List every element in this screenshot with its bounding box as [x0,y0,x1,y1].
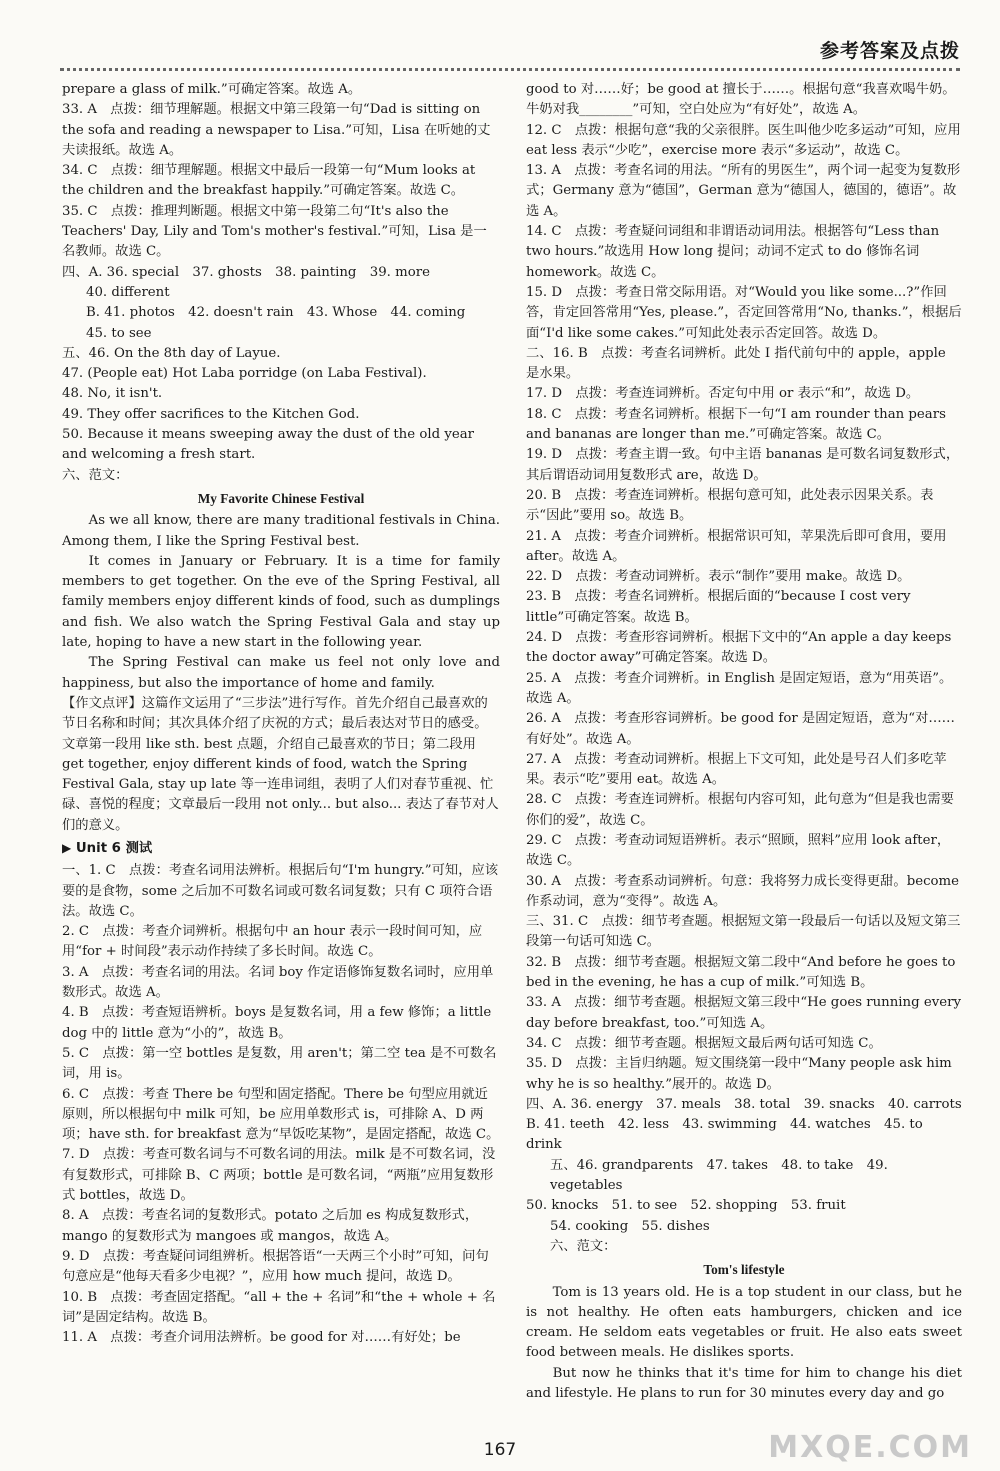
answer-line: 33. A 点拨：细节考查题。根据短文第三段中“He goes running every day before breakfast, too.”可知选 A。 [526,995,961,1031]
answer-line: 六、范文： [62,467,129,483]
answer-line: 26. A 点拨：考查形容词辨析。be good for 是固定短语，意为“对……有好处”。故选 A。 [526,711,955,747]
essay-paragraph: It comes in January or February. It is a time for family members to get together. On the eve of the Spring Festival, all family members enjoy different kinds of food, such as dumplings and fish. We also watch the Spring Festival Gala and stay up late, hoping to have a new start in the following year. [62,553,500,651]
answer-line: 2. C 点拨：考查介词辨析。根据句中 an hour 表示一段时间可知，应用“for + 时间段”表示动作持续了多长时间。故选 C。 [62,924,483,960]
essay-paragraph: As we all know, there are many traditional festivals in China. Among them, I like the Spring Festival best. [62,513,500,549]
answer-line: 9. D 点拨：考查疑问词组辨析。根据答语“一天两三个小时”可知，问句句意应是“他每天看多少电视？”，应用 how much 提问，故选 D。 [62,1248,489,1285]
answer-line: 35. D 点拨：主旨归纳题。短文围绕第一段中“Many people ask him why he is so healthy.”展开的。故选 D。 [526,1056,952,1092]
answer-line: 四、A. 36. special 37. ghosts 38. painting 39. more [62,264,430,280]
unit-title: Unit 6 测试 [75,840,153,856]
answer-line: 8. A 点拨：考查名词的复数形式。potato 之后加 es 构成复数形式，mango 的复数形式为 mangoes 或 mangos，故选 A。 [62,1208,479,1244]
answer-line: 24. D 点拨：考查形容词辨析。根据下文中的“An apple a day keeps the doctor away”可确定答案。故选 D。 [526,630,952,666]
answer-line: 35. C 点拨：推理判断题。根据文中第一段第二句“It's also the Teachers' Day, Lily and Tom's mother's festival.”可知，Lisa 是一名教师。故选 C。 [62,203,487,260]
answer-line: 18. C 点拨：考查名词辨析。根据下一句“I am rounder than pears and bananas are longer than me.”可确定答案。故选 C。 [526,406,946,443]
answer-line: 10. B 点拨：考查固定搭配。“all + the + 名词”和“the + whole + 名词”是固定结构。故选 B。 [62,1289,496,1325]
answer-line: 34. C 点拨：细节理解题。根据文中最后一段第一句“Mum looks at the children and the breakfast happily.”可确定答案。故选 C。 [62,163,476,199]
answer-line: 13. A 点拨：考查名词的用法。“所有的男医生”，两个词一起变为复数形式；Germany 意为“德国”，German 意为“德国人，德国的，德语”。故选 A。 [526,163,961,219]
answer-line: 一、1. C 点拨：考查名词用法辨析。根据后句“I'm hungry.”可知，应该要的是食物，some 之后加不可数名词或可数名词复数；只有 C 项符合语法。故选 C。 [62,863,499,919]
answer-line: B. 41. teeth 42. less 43. swimming 44. watches 45. to drink [526,1117,923,1153]
answer-line: 30. A 点拨：考查系动词辨析。句意：我将努力成长变得更甜。become 作系动词，意为“变得”。故选 A。 [526,873,960,909]
right-column [526,80,962,1404]
answer-line: 三、31. C 点拨：细节考查题。根据短文第一段最后一句话以及短文第三段第一句话可知选 C。 [526,914,961,950]
watermark: MXQE.COM [768,1430,972,1465]
header-title: 参考答案及点拨 [819,40,960,62]
answer-line: 25. A 点拨：考查介词辨析。in English 是固定短语，意为“用英语”。故选 A。 [526,670,953,706]
answer-line: 11. A 点拨：考查介词用法辨析。be good for 对……有好处；be [62,1330,461,1346]
answer-line: 19. D 点拨：考查主谓一致。句中主语 bananas 是可数名词复数形式，其后谓语动词用复数形式 are，故选 D。 [526,447,960,483]
answer-line: 12. C 点拨：根据句意“我的父亲很胖。医生叫他少吃多运动”可知，应用 eat less 表示“少吃”，exercise more 表示“多运动”，故选 C。 [526,122,961,158]
answer-line: prepare a glass of milk.”可确定答案。故选 A。 [62,82,362,97]
answer-line: 3. A 点拨：考查名词的用法。名词 boy 作定语修饰复数名词时，应用单数形式。故选 A。 [62,964,494,1001]
essay-paragraph: But now he thinks that it's time for him to change his diet and lifestyle. He plans to run for 30 minutes every day and go [526,1365,962,1401]
answer-line: 14. C 点拨：考查疑问词组和非谓语动词用法。根据答句“Less than two hours.”故选用 How long 提问；动词不定式 to do 修饰名词 homework。故选 C。 [526,224,940,280]
page-header [60,30,960,76]
answer-line: 六、范文： [550,1238,617,1254]
answer-line: 五、46. grandparents 47. takes 48. to take 49. vegetables [550,1157,888,1194]
answer-line: 54. cooking 55. dishes [550,1218,710,1234]
essay-title: Tom's lifestyle [703,1262,785,1278]
essay-paragraph: The Spring Festival can make us feel not only love and happiness, but also the importance of home and family. [62,655,500,691]
answer-line: 27. A 点拨：考查动词辨析。根据上下文可知，此处是号召人们多吃苹果。表示“吃”要用 eat。故选 A。 [526,751,947,788]
answer-line: 6. C 点拨：考查 There be 句型和固定搭配。There be 句型应用就近原则，所以根据句中 milk 可知，be 应用单数形式 is，可排除 A、D 两项；have sth. for breakfast 意为“早饭吃某物”，是固定搭配，故选 C。 [62,1086,500,1143]
answer-line: 32. B 点拨：细节考查题。根据短文第二段中“And before he goes to bed in the evening, he has a cup of milk.”可知选 B。 [526,954,956,991]
answer-line: 四、A. 36. energy 37. meals 38. total 39. snacks 40. carrots [526,1096,962,1112]
answer-line: 20. B 点拨：考查连词辨析。根据句意可知，此处表示因果关系。表示“因此”要用 so。故选 B。 [526,487,934,524]
answer-line: 29. C 点拨：考查动词短语辨析。表示“照顾，照料”应用 look after，故选 C。 [526,832,951,869]
answer-line: 50. Because it means sweeping away the dust of the old year and welcoming a fresh start. [62,427,474,463]
answer-line: 40. different [86,284,170,300]
essay-title: My Favorite Chinese Festival [197,490,365,506]
triangle-icon: ▶ [62,840,72,855]
answer-line: 34. C 点拨：细节考查题。根据短文最后两句话可知选 C。 [526,1035,882,1051]
answer-line: 4. B 点拨：考查短语辨析。boys 是复数名词，用 a few 修饰；a little dog 中的 little 意为“小的”，故选 B。 [62,1005,492,1041]
answer-line: 28. C 点拨：考查连词辨析。根据句内容可知，此句意为“但是我也需要你们的爱”，故选 C。 [526,792,954,828]
answer-line: 二、16. B 点拨：考查名词辨析。此处 I 指代前句中的 apple，apple 是水果。 [526,345,946,382]
header-rule [60,68,960,71]
essay-paragraph: Tom is 13 years old. He is a top student in our class, but he is not healthy. He often eats hamburgers, chicken and ice cream. He seldom eats vegetables or fruit. He also eats sweet food between meals. He dislikes sports. [526,1284,962,1361]
answer-line: 21. A 点拨：考查介词辨析。根据常识可知，苹果洗后即可食用，要用 after。故选 A。 [526,528,947,564]
answer-line: 17. D 点拨：考查连词辨析。否定句中用 or 表示“和”，故选 D。 [526,386,920,402]
answer-line: 49. They offer sacrifices to the Kitchen God. [62,406,360,422]
answer-line: 33. A 点拨：细节理解题。根据文中第三段第一句“Dad is sitting on the sofa and reading a newspaper to Lisa.”可知，Lisa 在听她的丈夫读报纸。故选 A。 [62,102,491,158]
answer-line: B. 41. photos 42. doesn't rain 43. Whose 44. coming [86,305,466,321]
page-number: 167 [483,1440,517,1460]
essay-comment: 【作文点评】这篇作文运用了“三步法”进行写作。首先介绍自己最喜欢的节日名称和时间；其次具体介绍了庆祝的方式；最后表达对节日的感受。文章第一段用 like sth. best 点题，介绍自己最喜欢的节日；第二段用 get together, enjoy different kinds of food, watch the Spring Festival Gala, stay up late 等一连串词组，表明了人们对春节重视、忙碌、喜悦的程度；文章最后一段用 not only... but also... 表达了春节对人们的意义。 [62,695,499,833]
answer-line: 45. to see [86,325,152,341]
answer-line: 48. No, it isn't. [62,386,163,402]
answer-line: 47. (People eat) Hot Laba porridge (on Laba Festival). [62,366,427,382]
unit-heading [62,838,500,859]
answer-line: 50. knocks 51. to see 52. shopping 53. fruit [526,1198,846,1214]
answer-line: 7. D 点拨：考查可数名词与不可数名词的用法。milk 是不可数名词，没有复数形式，可排除 B、C 两项；bottle 是可数名词，“两瓶”应用复数形式 bottles，故选 D。 [62,1147,496,1204]
answer-line: 22. D 点拨：考查动词辨析。表示“制作”要用 make。故选 D。 [526,569,911,585]
answer-line: 5. C 点拨：第一空 bottles 是复数，用 aren't；第二空 tea 是不可数名词，用 is。 [62,1045,497,1082]
answer-line: 23. B 点拨：考查名词辨析。根据后面的“because I cost very little”可确定答案。故选 B。 [526,589,911,625]
answer-line: 15. D 点拨：考查日常交际用语。对“Would you like some...?”作回答，肯定回答常用“Yes, please.”，否定回答常用“No, thanks.”，根据后面“I'd like some cakes.”可知此处表示否定回答。故选 D。 [526,284,962,341]
answer-line: 五、46. On the 8th day of Layue. [62,345,281,361]
answer-line: good to 对……好；be good at 擅长于……。根据句意“我喜欢喝牛奶。牛奶对我________”可知，空白处应为“有好处”，故选 A。 [526,82,956,118]
left-column [62,80,500,1348]
